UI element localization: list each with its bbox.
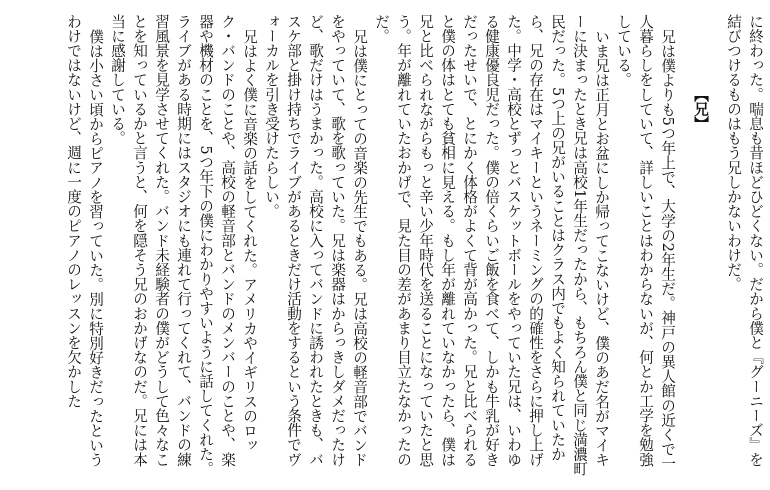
paragraph: 僕は小さい頃からピアノを習っていた。別に特別好きだったというわけではないけど、週に一度のピアノのレッスンを欠かした [65, 14, 104, 467]
paragraph: 兄はよく僕に音楽の話をしてくれた。アメリカやイギリスのロック・バンドのことや、高校の軽音部とバンドのメンバーのことや、楽器や機材のことを、5つ年下の僕にわかりやすいように話してくれた。ライブがある時期にはスタジオにも連れて行ってくれて、バンドの練習風景を見学させてくれた。バンド未経験者の僕がどうして色々なことを知っているかと言うと、何を隠そう兄のおかげなのだ。兄には本当に感謝している。 [109, 14, 258, 476]
paragraph-continuation: に終わった。喘息も昔ほどひどくない。だから僕と『グーニーズ』を結びつけるものはもう兄しかないわけだ。 [725, 14, 764, 467]
paragraph: 兄は僕よりも5つ年上で、大学の2年生だ。神戸の異人館の近くで一人暮らしをしていて、詳しいことはわからないが、何とか工学を勉強している。 [615, 14, 676, 471]
paragraph: いま兄は正月とお盆にしか帰ってこないけど、僕のあだ名がマイキーに決まったとき兄は高校1年生だったから、もちろん僕と同じ満濃町民だった。5つ上の兄がいることはクラス内でもよく知られていたから、兄の存在はマイキーというネーミングの的確性をさらに押し上げた。中学・高校とずっとバスケットボールをやっていた兄は、いわゆる健康優良児だった。僕の倍くらいご飯を食べて、しかも牛乳が好きだったせいで、とにかく体格がよくて背が高かった。兄と比べられると僕の体はとても貧相に見える。もし年が離れていなかったら、僕は兄と比べられながらもっと辛い少年時代を送ることになっていたと思う。年が離れていたおかげで、見た目の差があまり目立たなかったのだ。 [373, 14, 610, 476]
section-heading: 【兄】 [692, 87, 709, 131]
paragraph: 兄は僕にとっての音楽の先生でもある。兄は高校の軽音部でバンドをやっていて、歌を歌っていた。兄は楽器はからっきしダメだったけど、歌だけはうまかった。高校に入ってバンドに誘われたときも、バスケ部と掛け持ちでライブがあるときだけ活動をするという条件でヴォーカルを引き受けたらしい。 [263, 14, 368, 467]
vertical-text-page [6, 14, 766, 480]
